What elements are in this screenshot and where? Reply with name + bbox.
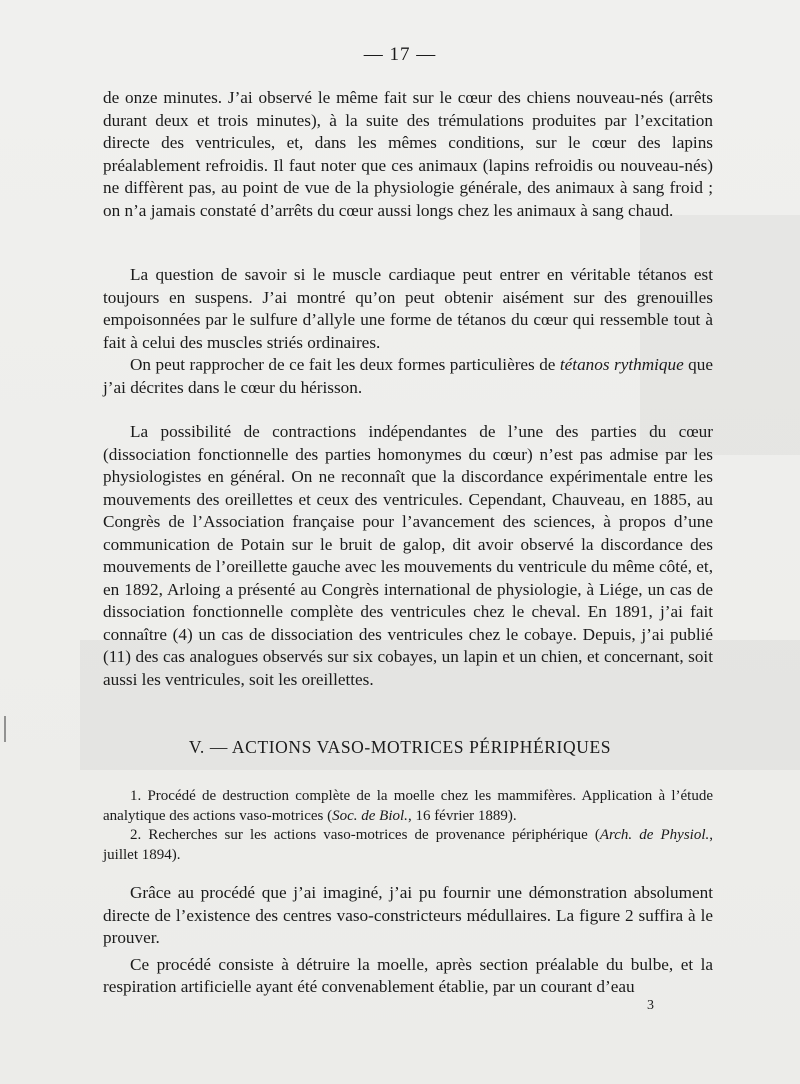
paragraph-4 bbox=[103, 421, 713, 691]
reference-1-italic: Soc. de Biol. bbox=[332, 807, 408, 824]
reference-2-before: 2. Recherches sur les actions vaso-motrices de provenance périphérique ( bbox=[130, 827, 600, 843]
paragraph-3-after: que j’ai décrites dans le cœur du hérisson. bbox=[103, 355, 713, 397]
paragraph-3-text bbox=[103, 354, 713, 399]
paragraph-5 bbox=[103, 882, 713, 999]
paragraph-5-text: Grâce au procédé que j’ai imaginé, j’ai pu fournir une démonstration absolument directe de l’existence des centres vaso-constricteurs médullaires. La figure 2 suffira à le prouver. bbox=[103, 883, 713, 947]
paragraph-3-italic: tétanos rythmique bbox=[559, 355, 684, 374]
reference-1-before: 1. Procédé de destruction complète de la moelle chez les mammifères. Application à l’étude analytique des actions vaso-motrices ( bbox=[103, 788, 713, 824]
paragraph-1 bbox=[103, 87, 713, 222]
reference-2-italic: Arch. de Physiol. bbox=[599, 827, 710, 843]
reference-1-after: , 16 février 1889). bbox=[407, 807, 517, 824]
references-list bbox=[103, 787, 713, 865]
paragraph-2 bbox=[103, 264, 713, 399]
page-number: — 17 — bbox=[363, 44, 437, 65]
paragraph-6-text: Ce procédé consiste à détruire la moelle, après section préalable du bulbe, et la respiration artificielle ayant été convenablement établie, par un courant d’eau bbox=[103, 954, 713, 996]
paragraph-2-text: La question de savoir si le muscle cardiaque peut entrer en véritable tétanos est toujours en suspens. J’ai montré qu’on peut obtenir aisément sur des grenouilles empoisonnées par le sulfure d’allyle une forme de tétanos du cœur qui ressemble tout à fait à celui des muscles striés ordinaires. bbox=[103, 265, 713, 352]
paragraph-3-before: On peut rapprocher de ce fait les deux formes particulières de bbox=[130, 355, 560, 374]
reference-item bbox=[103, 826, 713, 865]
section-heading: V. — ACTIONS VASO-MOTRICES PÉRIPHÉRIQUES bbox=[188, 737, 612, 757]
paragraph-1-text: de onze minutes. J’ai observé le même fait sur le cœur des chiens nouveau-nés (arrêts durant deux et trois minutes), à la suite des trémulations produites par l’excitation directe des ventricules, et, dans les mêmes conditions, sur le cœur des lapins préalablement refroidis. Il faut noter que ces animaux (lapins refroidis ou nouveau-nés) ne diffèrent pas, au point de vue de la physiologie générale, des animaux à sang froid ; on n’a jamais constaté d’arrêts du cœur aussi longs chez les animaux à sang chaud. bbox=[103, 88, 713, 220]
reference-item bbox=[103, 787, 713, 826]
signature-mark: 3 bbox=[647, 998, 654, 1013]
reference-2-after: , juillet 1894). bbox=[103, 827, 713, 863]
paragraph-4-text: La possibilité de contractions indépendantes de l’une des parties du cœur (dissociation fonctionnelle des parties homonymes du cœur) n’est pas admise par les physiologistes en général. On ne reconnaît que la discordance expérimentale entre les mouvements des oreillettes et ceux des ventricules. Cependant, Chauveau, en 1885, au Congrès de l’Association française pour l’avancement des sciences, à propos d’une communication de Potain sur le bruit de galop, dit avoir observé la discordance des mouvements de l’oreillette gauche avec les mouvements du ventricule du même côté, et, en 1892, Arloing a présenté au Congrès international de physiologie, à Liége, un cas de dissociation fonctionnelle complète des ventricules chez le cheval. En 1891, j’ai fait connaître (4) un cas de dissociation des ventricules chez le cobaye. Depuis, j’ai publié (11) des cas analogues observés sur six cobayes, un lapin et un chien, et concernant, soit aussi les ventricules, soit les oreillettes. bbox=[103, 422, 713, 689]
